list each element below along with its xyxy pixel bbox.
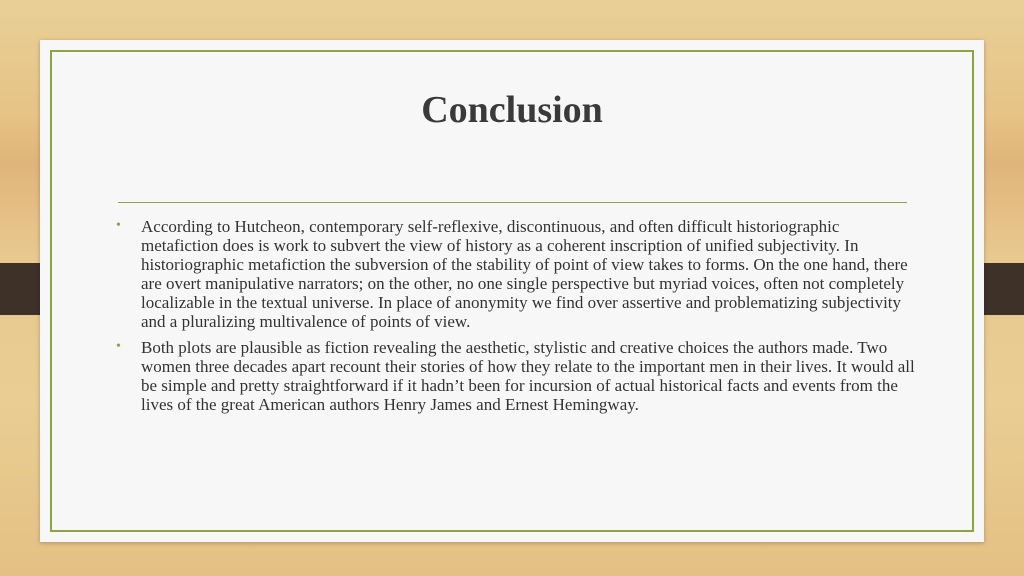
bullet-icon: •: [116, 218, 121, 233]
bullet-icon: •: [116, 339, 121, 354]
bullet-item: [116, 338, 916, 414]
bullet-item: [116, 217, 916, 331]
bullet-text: According to Hutcheon, contemporary self-reflexive, discontinuous, and often difficult historiographic metafiction does is work to subvert the view of history as a coherent inscription of unified subjectivity. In historiographic metafiction the subversion of the stability of point of view takes to forms. On the one hand, there are overt manipulative narrators; on the other, no one single perspective but myriad voices, often not completely localizable in the textual universe. In place of anonymity we find over assertive and problematizing subjectivity and a pluralizing multivalence of points of view.: [141, 217, 908, 331]
title-divider: [118, 202, 907, 203]
bullet-list: [116, 217, 916, 421]
bullet-text: Both plots are plausible as fiction revealing the aesthetic, stylistic and creative choices the authors made. Two women three decades apart recount their stories of how they relate to the important men in their lives. It would all be simple and pretty straightforward if it hadn’t been for incursion of actual historical facts and events from the lives of the great American authors Henry James and Ernest Hemingway.: [141, 338, 915, 414]
slide-title: Conclusion: [421, 89, 603, 131]
